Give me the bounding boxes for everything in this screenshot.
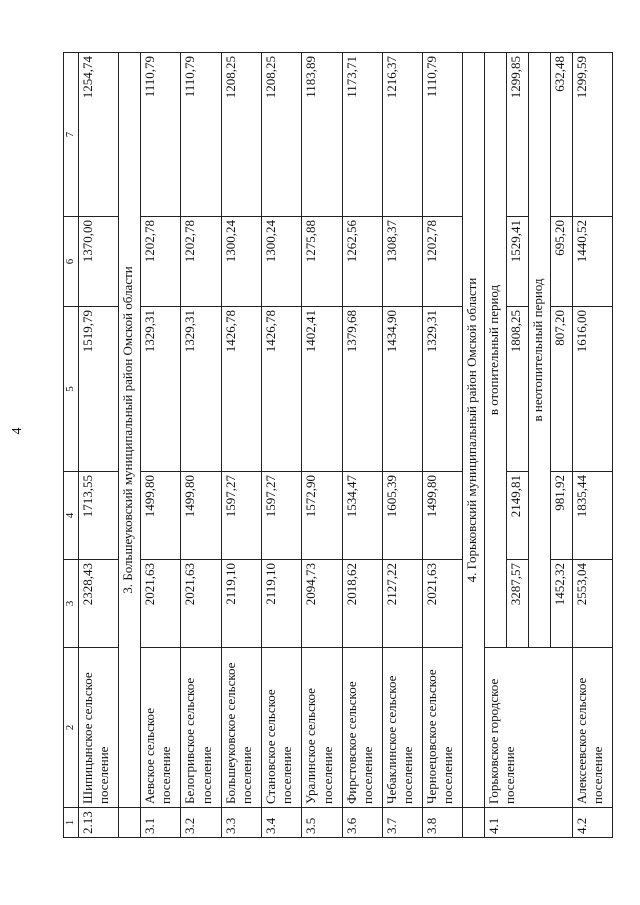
- cell-c7: 632,48: [550, 53, 572, 217]
- row-number: 3.3: [221, 808, 261, 838]
- cell-c3: 2119,10: [221, 560, 261, 648]
- cell-c4: 1597,27: [261, 472, 301, 560]
- section-spacer: [119, 808, 141, 838]
- table-row: [342, 53, 382, 838]
- header-cell: 5: [64, 307, 79, 472]
- cell-c7: 1110,79: [423, 53, 463, 217]
- cell-c6: 1202,78: [181, 217, 221, 307]
- table-row: [485, 53, 507, 838]
- cell-c3: 3287,57: [507, 560, 529, 648]
- cell-c3: 1452,32: [550, 560, 572, 648]
- settlement-name: Черноецовское сельское поселение: [423, 648, 463, 808]
- cell-c5: 1379,68: [342, 307, 382, 472]
- cell-c7: 1299,85: [507, 53, 529, 217]
- cell-c3: 2021,63: [181, 560, 221, 648]
- row-number: 3.4: [261, 808, 301, 838]
- settlement-name: Уралинское сельское поселение: [302, 648, 342, 808]
- header-row: [64, 53, 79, 838]
- cell-c6: 1275,88: [302, 217, 342, 307]
- cell-c6: 1370,00: [79, 217, 119, 307]
- settlement-name: Большеуковское сельское поселение: [221, 648, 261, 808]
- settlement-name: Белогривское сельское поселение: [181, 648, 221, 808]
- table-row: [572, 53, 612, 838]
- page-number: 4: [10, 427, 25, 435]
- cell-c4: 1572,90: [302, 472, 342, 560]
- cell-c3: 2021,63: [423, 560, 463, 648]
- table-row: [423, 53, 463, 838]
- settlement-name: Аевское сельское поселение: [141, 648, 181, 808]
- header-cell: 2: [64, 648, 79, 808]
- header-cell: 1: [64, 808, 79, 838]
- cell-c6: 1440,52: [572, 217, 612, 307]
- table-row: [221, 53, 261, 838]
- row-number: 4.1: [485, 808, 572, 838]
- row-number: 4.2: [572, 808, 612, 838]
- cell-c5: 1402,41: [302, 307, 342, 472]
- cell-c6: 1262,56: [342, 217, 382, 307]
- cell-c7: 1110,79: [141, 53, 181, 217]
- header-cell: 3: [64, 560, 79, 648]
- settlement-name: Становское сельское поселение: [261, 648, 301, 808]
- cell-c3: 2018,62: [342, 560, 382, 648]
- header-cell: 6: [64, 217, 79, 307]
- section-row: [119, 53, 141, 838]
- table-row: [181, 53, 221, 838]
- settlement-name: Фирстовское сельское поселение: [342, 648, 382, 808]
- row-number: 3.6: [342, 808, 382, 838]
- cell-c7: 1208,25: [221, 53, 261, 217]
- tariff-table-wrapper: [63, 53, 613, 838]
- cell-c7: 1208,25: [261, 53, 301, 217]
- tariff-table: [63, 52, 613, 838]
- row-number: 3.1: [141, 808, 181, 838]
- cell-c4: 1713,55: [79, 472, 119, 560]
- section-row: [463, 53, 485, 838]
- section-title-3: 3. Большеуковский муниципальный район Омской области: [119, 53, 141, 808]
- cell-c3: 2127,22: [382, 560, 422, 648]
- nonheating-period-label: в неотопительный период: [528, 53, 550, 648]
- cell-c6: 1202,78: [141, 217, 181, 307]
- cell-c3: 2328,43: [79, 560, 119, 648]
- cell-c5: 807,20: [550, 307, 572, 472]
- cell-c6: 1308,37: [382, 217, 422, 307]
- cell-c5: 1434,90: [382, 307, 422, 472]
- cell-c4: 1534,47: [342, 472, 382, 560]
- settlement-name: Алексеевское сельское поселение: [572, 648, 612, 808]
- header-cell: 4: [64, 472, 79, 560]
- cell-c7: 1299,59: [572, 53, 612, 217]
- cell-c7: 1216,37: [382, 53, 422, 217]
- cell-c6: 1202,78: [423, 217, 463, 307]
- table-row: [382, 53, 422, 838]
- cell-c5: 1519,79: [79, 307, 119, 472]
- row-number: 3.7: [382, 808, 422, 838]
- cell-c4: 1499,80: [141, 472, 181, 560]
- cell-c3: 2553,04: [572, 560, 612, 648]
- row-number: 3.5: [302, 808, 342, 838]
- cell-c4: 1597,27: [221, 472, 261, 560]
- row-number: 3.8: [423, 808, 463, 838]
- table-row: [141, 53, 181, 838]
- cell-c6: 1300,24: [221, 217, 261, 307]
- section-title-4: 4. Горьковский муниципальный район Омской области: [463, 53, 485, 808]
- cell-c6: 695,20: [550, 217, 572, 307]
- cell-c7: 1254,74: [79, 53, 119, 217]
- cell-c7: 1110,79: [181, 53, 221, 217]
- cell-c5: 1426,78: [261, 307, 301, 472]
- cell-c4: 1605,39: [382, 472, 422, 560]
- cell-c4: 981,92: [550, 472, 572, 560]
- cell-c5: 1808,25: [507, 307, 529, 472]
- cell-c3: 2119,10: [261, 560, 301, 648]
- section-spacer: [463, 808, 485, 838]
- table-row: [261, 53, 301, 838]
- table-row: [302, 53, 342, 838]
- table-row: [79, 53, 119, 838]
- cell-c5: 1426,78: [221, 307, 261, 472]
- cell-c5: 1329,31: [141, 307, 181, 472]
- cell-c4: 1499,80: [181, 472, 221, 560]
- cell-c5: 1329,31: [423, 307, 463, 472]
- cell-c6: 1300,24: [261, 217, 301, 307]
- cell-c3: 2021,63: [141, 560, 181, 648]
- cell-c5: 1616,00: [572, 307, 612, 472]
- header-cell: 7: [64, 53, 79, 217]
- cell-c7: 1183,89: [302, 53, 342, 217]
- settlement-name: Горьковское городское поселение: [485, 648, 572, 808]
- cell-c5: 1329,31: [181, 307, 221, 472]
- row-number: 2.13: [79, 808, 119, 838]
- cell-c6: 1529,41: [507, 217, 529, 307]
- settlement-name: Чебаклинское сельское поселение: [382, 648, 422, 808]
- cell-c4: 2149,81: [507, 472, 529, 560]
- row-number: 3.2: [181, 808, 221, 838]
- cell-c7: 1173,71: [342, 53, 382, 217]
- settlement-name: Шипицынское сельское поселение: [79, 648, 119, 808]
- cell-c3: 2094,73: [302, 560, 342, 648]
- heating-period-label: в отопительный период: [485, 53, 507, 648]
- cell-c4: 1835,44: [572, 472, 612, 560]
- cell-c4: 1499,80: [423, 472, 463, 560]
